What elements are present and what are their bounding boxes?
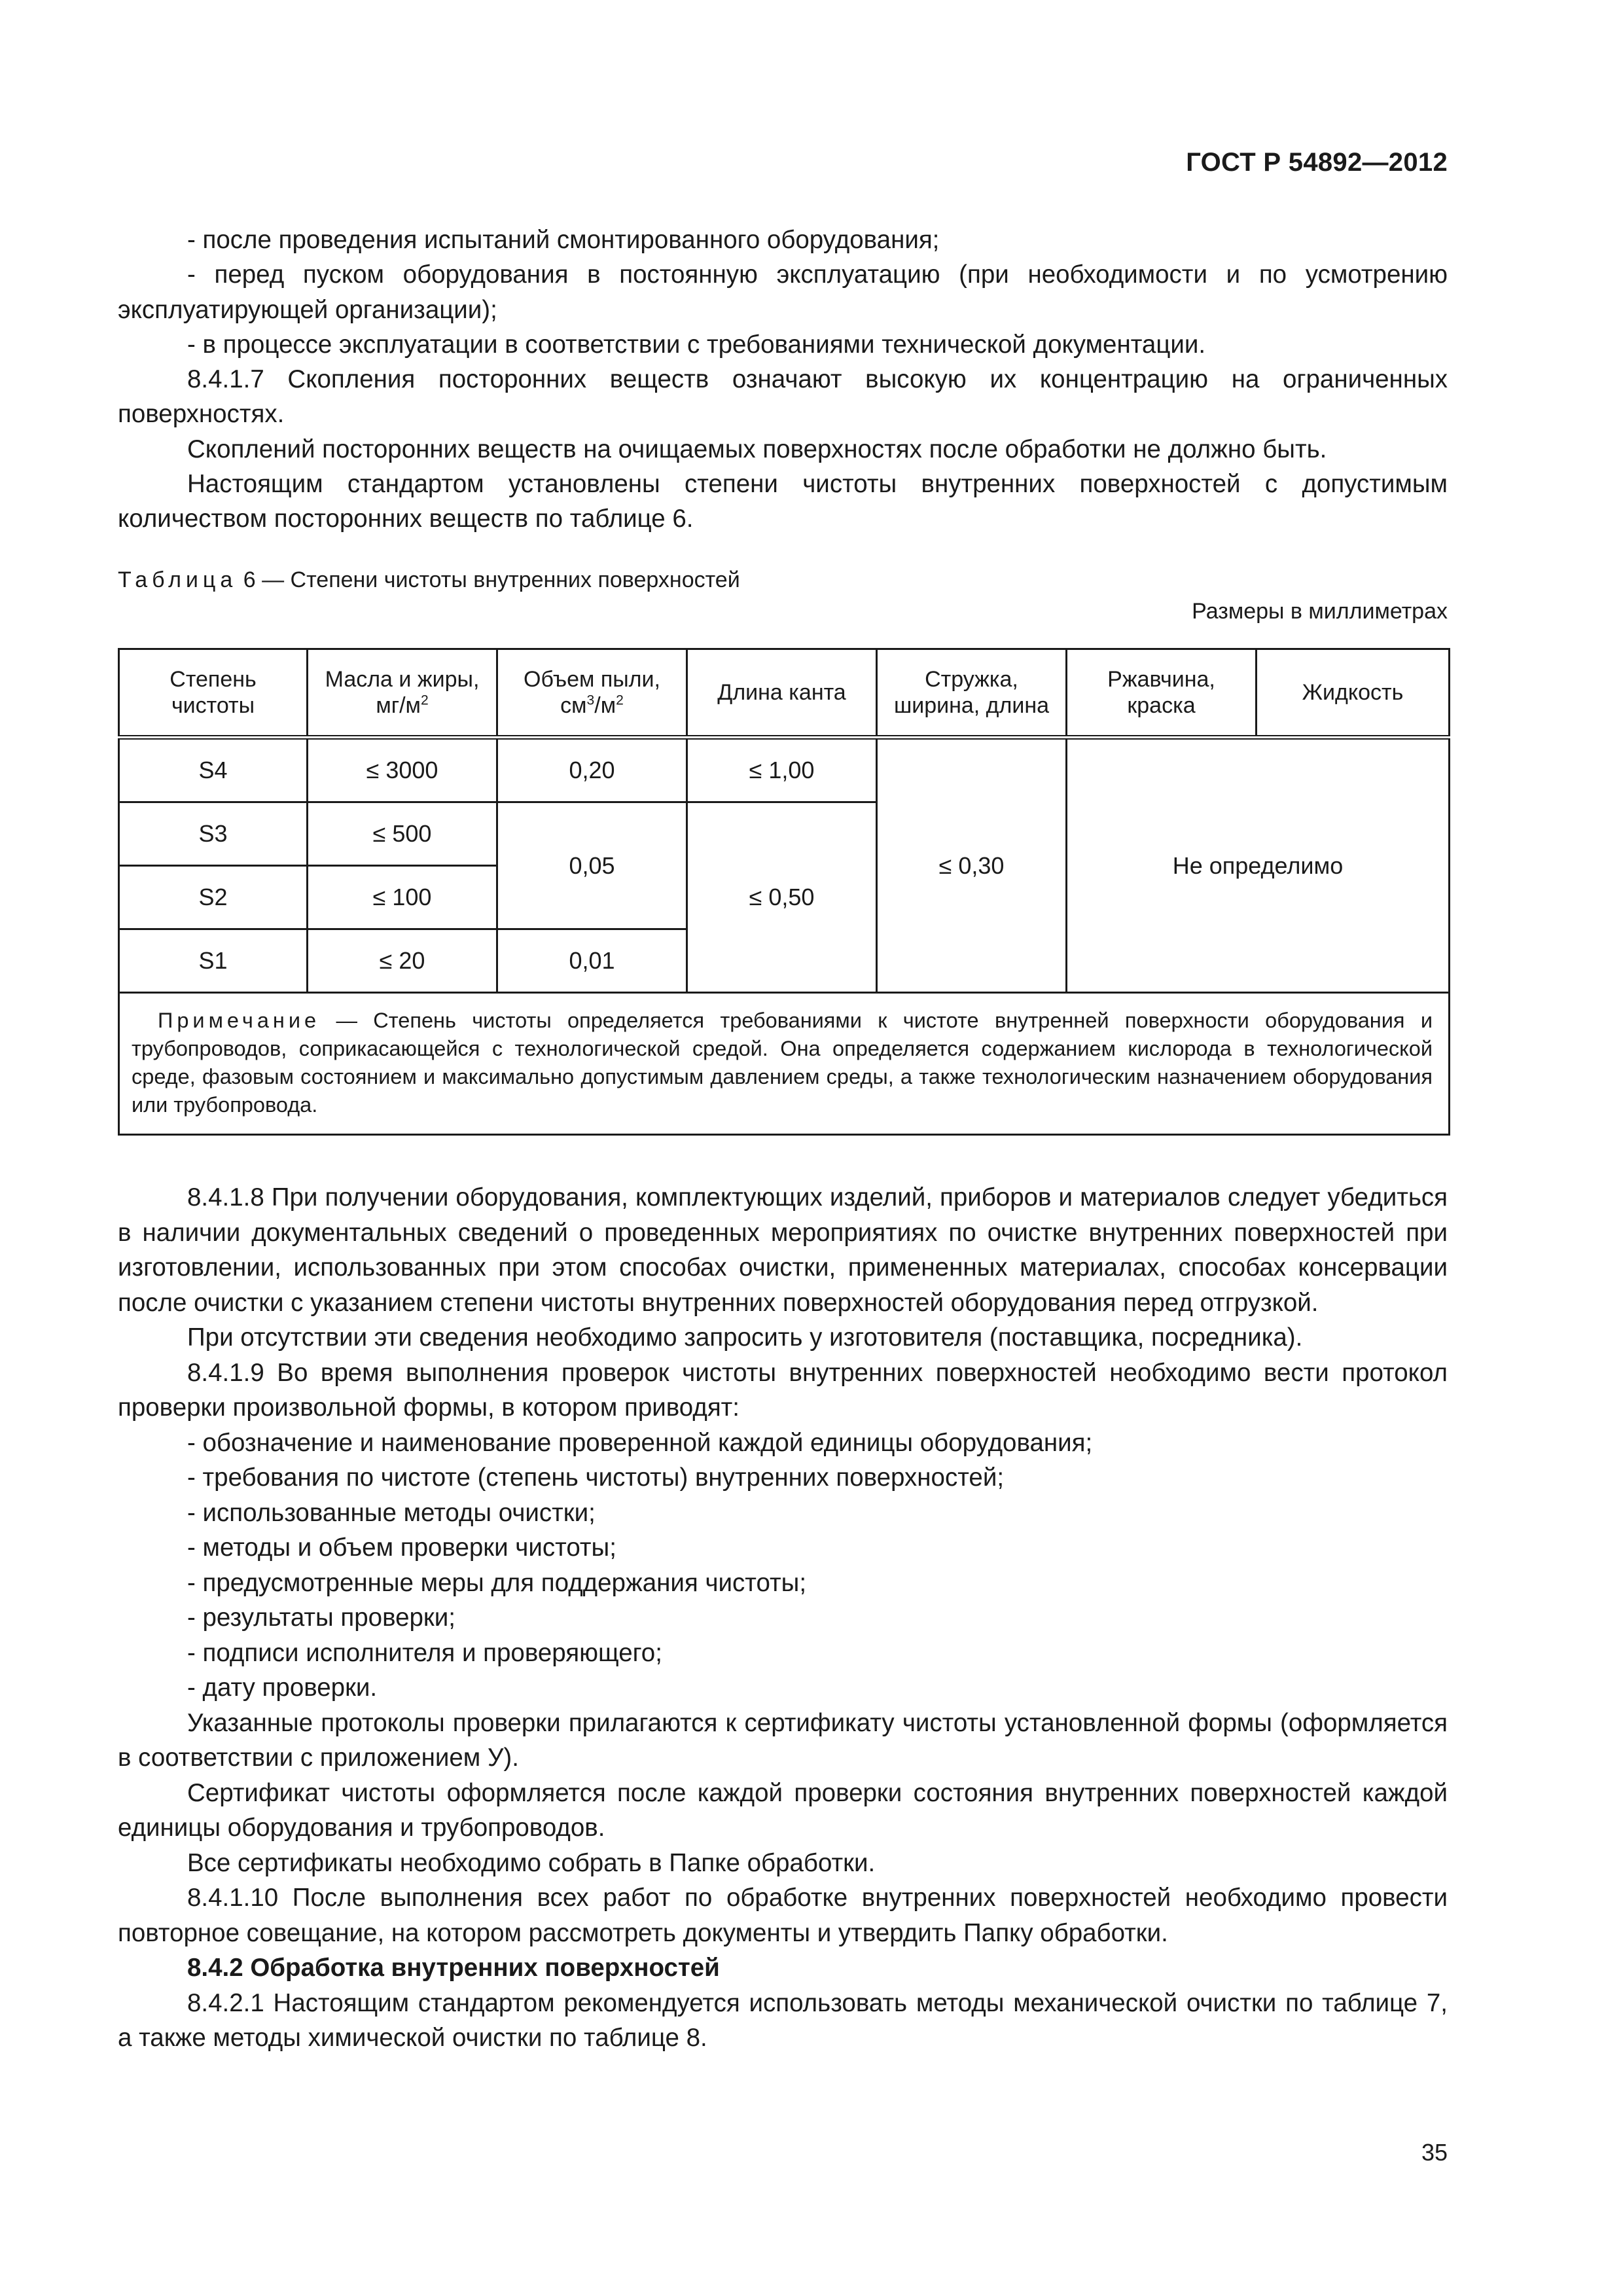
table-caption-label: Таблица (118, 567, 238, 592)
oils-cell: ≤ 500 (308, 802, 497, 866)
clause-8-4-1-9: 8.4.1.9 Во время выполнения проверок чистоты внутренних поверхностей необходимо вести протокол проверки произвольной формы, в котором приводят: (118, 1358, 1448, 1422)
note-label: Примечание (158, 1009, 321, 1032)
table-caption (118, 567, 740, 593)
bullet-item: - перед пуском оборудования в постоянную эксплуатацию (при необходимости и по усмотрению эксплуатирующей организации); (118, 260, 1448, 324)
paragraph: Скоплений посторонних веществ на очищаемых поверхностях после обработки не должно быть. (187, 435, 1327, 463)
chips-cell: ≤ 0,30 (877, 738, 1067, 993)
grade-cell: S2 (119, 866, 308, 929)
list-item: - использованные методы очистки; (187, 1498, 596, 1527)
standard-code: ГОСТ Р 54892—2012 (1186, 148, 1448, 177)
header-oils-unit: мг/м (376, 693, 421, 718)
clause-8-4-1-10: 8.4.1.10 После выполнения всех работ по обработке внутренних поверхностей необходимо провести повторное совещание, на котором рассмотреть документы и утвердить Папку обработки. (118, 1884, 1448, 1947)
dust-cell: 0,05 (497, 802, 687, 929)
header-oils (308, 649, 497, 738)
intro-text (118, 223, 1448, 537)
header-edge: Длина канта (687, 649, 877, 738)
header-dust (497, 649, 687, 738)
oils-cell: ≤ 100 (308, 866, 497, 929)
header-dust-unit-b: /м (594, 693, 616, 718)
oils-cell: ≤ 3000 (308, 738, 497, 802)
list-item: - дату проверки. (187, 1674, 378, 1702)
oils-cell: ≤ 20 (308, 929, 497, 993)
grade-cell: S1 (119, 929, 308, 993)
bullet-item: - в процессе эксплуатации в соответствии с требованиями технической документации. (187, 330, 1206, 359)
clause-8-4-1-7: 8.4.1.7 Скопления посторонних веществ означают высокую их концентрацию на ограниченных поверхностях. (118, 365, 1448, 429)
list-item: - результаты проверки; (187, 1604, 455, 1632)
table-units: Размеры в миллиметрах (1192, 599, 1448, 624)
header-liquid: Жидкость (1257, 649, 1450, 738)
header-oils-label: Масла и жиры, (325, 667, 480, 692)
section-heading: 8.4.2 Обработка внутренних поверхностей (187, 1954, 720, 1982)
rust-liquid-cell: Не определимо (1067, 738, 1450, 993)
list-item: - предусмотренные меры для поддержания чистоты; (187, 1568, 807, 1597)
clause-8-4-2-1: 8.4.2.1 Настоящим стандартом рекомендуется использовать методы механической очистки по таблице 7, а также методы химической очистки по таблице 8. (118, 1988, 1448, 2052)
note-row (119, 993, 1450, 1135)
grade-cell: S3 (119, 802, 308, 866)
page-number: 35 (1421, 2139, 1448, 2166)
header-dust-unit-a: см (560, 693, 587, 718)
clause-8-4-1-8: 8.4.1.8 При получении оборудования, комплектующих изделий, приборов и материалов следует убедиться в наличии документальных сведений о проведенных мероприятиях по очистке внутренних поверхностей при изготовлении, использованных при этом способах очистки, примененных материалах, способах консервации после очистки с указанием степени чистоты внутренних поверхностей оборудования перед отгрузкой. (118, 1183, 1448, 1317)
paragraph: Сертификат чистоты оформляется после каждой проверки состояния внутренних поверхностей каждой единицы оборудования и трубопроводов. (118, 1778, 1448, 1842)
table-caption-text: 6 — Степени чистоты внутренних поверхностей (237, 567, 740, 592)
cleanliness-table (118, 648, 1450, 1136)
table-row (119, 738, 1450, 802)
header-chips: Стружка, ширина, длина (877, 649, 1067, 738)
paragraph: Указанные протоколы проверки прилагаются к сертификату чистоты установленной формы (оформляется в соответствии с приложением У). (118, 1708, 1448, 1772)
grade-cell: S4 (119, 738, 308, 802)
dust-cell: 0,01 (497, 929, 687, 993)
header-dust-label: Объем пыли, (524, 667, 660, 692)
edge-cell: ≤ 0,50 (687, 802, 877, 993)
paragraph: Все сертификаты необходимо собрать в Папке обработки. (187, 1848, 876, 1877)
header-grade: Степень чистоты (119, 649, 308, 738)
list-item: - подписи исполнителя и проверяющего; (187, 1638, 662, 1667)
list-item: - обозначение и наименование проверенной каждой единицы оборудования; (187, 1428, 1093, 1457)
header-dust-sup-b: 2 (616, 692, 624, 708)
dust-cell: 0,20 (497, 738, 687, 802)
edge-cell: ≤ 1,00 (687, 738, 877, 802)
header-rust: Ржавчина, краска (1067, 649, 1257, 738)
note-text: — Степень чистоты определяется требованиями к чистоте внутренней поверхности оборудования и трубопроводов, соприкасающейся с технологической средой. Она определяется содержанием кислорода в технологической среде, фазовым состоянием и максимально допустимым давлением среды, а также технологическим назначением оборудования или трубопровода. (132, 1009, 1433, 1117)
list-item: - требования по чистоте (степень чистоты) внутренних поверхностей; (187, 1463, 1005, 1492)
header-oils-sup: 2 (420, 692, 429, 708)
header-dust-sup-a: 3 (586, 692, 595, 708)
paragraph: Настоящим стандартом установлены степени чистоты внутренних поверхностей с допустимым количеством посторонних веществ по таблице 6. (118, 470, 1448, 533)
list-item: - методы и объем проверки чистоты; (187, 1534, 616, 1562)
table-note (119, 993, 1450, 1135)
bullet-item: - после проведения испытаний смонтированного оборудования; (187, 226, 940, 254)
main-text (118, 1180, 1448, 2056)
paragraph: При отсутствии эти сведения необходимо запросить у изготовителя (поставщика, посредника). (187, 1323, 1303, 1352)
